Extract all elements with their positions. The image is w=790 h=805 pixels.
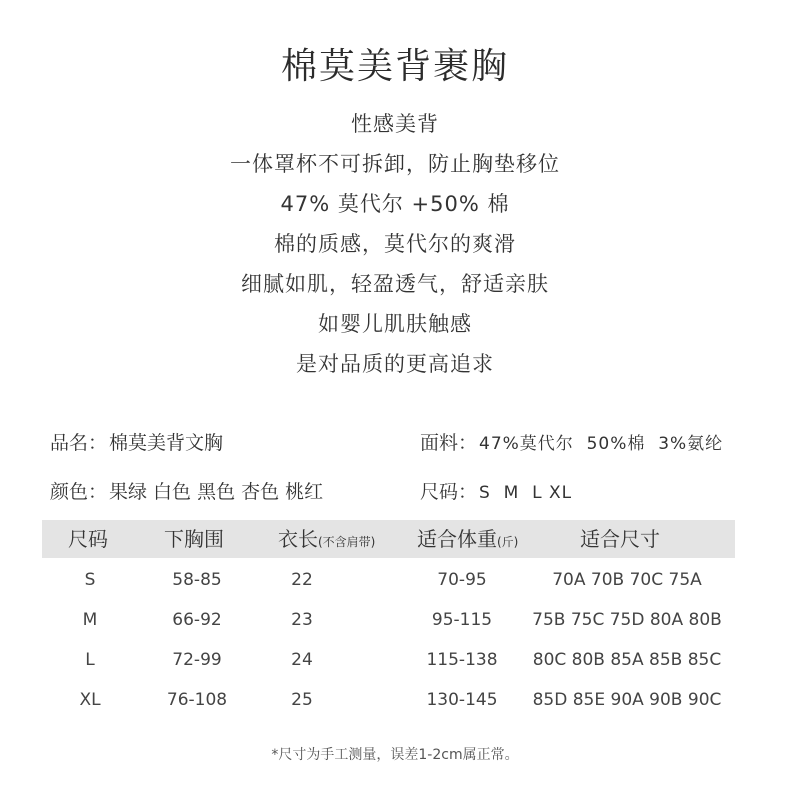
product-name-value: 棉莫美背文胸	[109, 432, 224, 454]
table-row	[42, 598, 735, 638]
feature-line: 棉的质感，莫代尔的爽滑	[274, 232, 516, 256]
table-header	[42, 520, 735, 558]
table-row	[42, 558, 735, 598]
cell-weight: 95-115	[431, 610, 493, 630]
cell-length: 25	[291, 690, 313, 710]
cell-size: XL	[79, 690, 101, 710]
product-name-info	[50, 428, 223, 455]
color-label: 颜色：	[50, 481, 108, 503]
table-row	[42, 678, 735, 718]
cell-underbust: 76-108	[166, 690, 228, 710]
fabric-label: 面料：	[420, 432, 478, 454]
header-fit: 适合尺寸	[580, 527, 660, 551]
fabric-info	[420, 428, 723, 455]
size-value: S M L XL	[479, 483, 573, 503]
cell-length: 22	[291, 570, 313, 590]
product-title: 棉莫美背裹胸	[280, 46, 509, 87]
cell-fit: 85D 85E 90A 90B 90C	[532, 690, 722, 710]
header-length-label: 衣长	[278, 527, 318, 551]
cell-length: 23	[291, 610, 313, 630]
feature-line: 一体罩杯不可拆卸，防止胸垫移位	[230, 152, 560, 176]
cell-size: M	[82, 610, 98, 630]
feature-line: 如婴儿肌肤触感	[318, 312, 472, 336]
header-weight-unit: (斤)	[497, 535, 519, 549]
feature-line: 是对品质的更高追求	[296, 352, 494, 376]
cell-weight: 130-145	[426, 690, 498, 710]
color-value: 果绿 白色 黑色 杏色 桃红	[109, 481, 324, 503]
product-name-label: 品名：	[50, 432, 108, 454]
fabric-value: 47%莫代尔 50%棉 3%氨纶	[479, 434, 724, 454]
header-size: 尺码	[68, 527, 108, 551]
cell-length: 24	[291, 650, 313, 670]
cell-underbust: 72-99	[172, 650, 222, 670]
size-table	[42, 520, 735, 718]
cell-size: L	[85, 650, 95, 670]
cell-fit: 80C 80B 85A 85B 85C	[532, 650, 722, 670]
cell-fit: 75B 75C 75D 80A 80B	[532, 610, 722, 630]
cell-underbust: 66-92	[172, 610, 222, 630]
color-info	[50, 477, 323, 504]
cell-size: S	[84, 570, 96, 590]
cell-fit: 70A 70B 70C 75A	[552, 570, 702, 590]
header-weight	[417, 520, 518, 558]
size-label: 尺码：	[420, 481, 478, 503]
header-length-note: (不含肩带)	[318, 535, 376, 549]
header-length	[278, 520, 375, 558]
feature-line: 47% 莫代尔 +50% 棉	[280, 192, 510, 216]
feature-line: 细腻如肌，轻盈透气，舒适亲肤	[241, 272, 549, 296]
header-weight-label: 适合体重	[417, 527, 497, 551]
cell-weight: 115-138	[426, 650, 498, 670]
header-underbust: 下胸围	[164, 527, 224, 551]
cell-underbust: 58-85	[172, 570, 222, 590]
feature-line: 性感美背	[351, 112, 439, 136]
measurement-footnote: *尺寸为手工测量，误差1-2cm属正常。	[271, 747, 519, 763]
table-row	[42, 638, 735, 678]
cell-weight: 70-95	[437, 570, 487, 590]
feature-list	[0, 104, 790, 384]
size-info	[420, 477, 572, 504]
